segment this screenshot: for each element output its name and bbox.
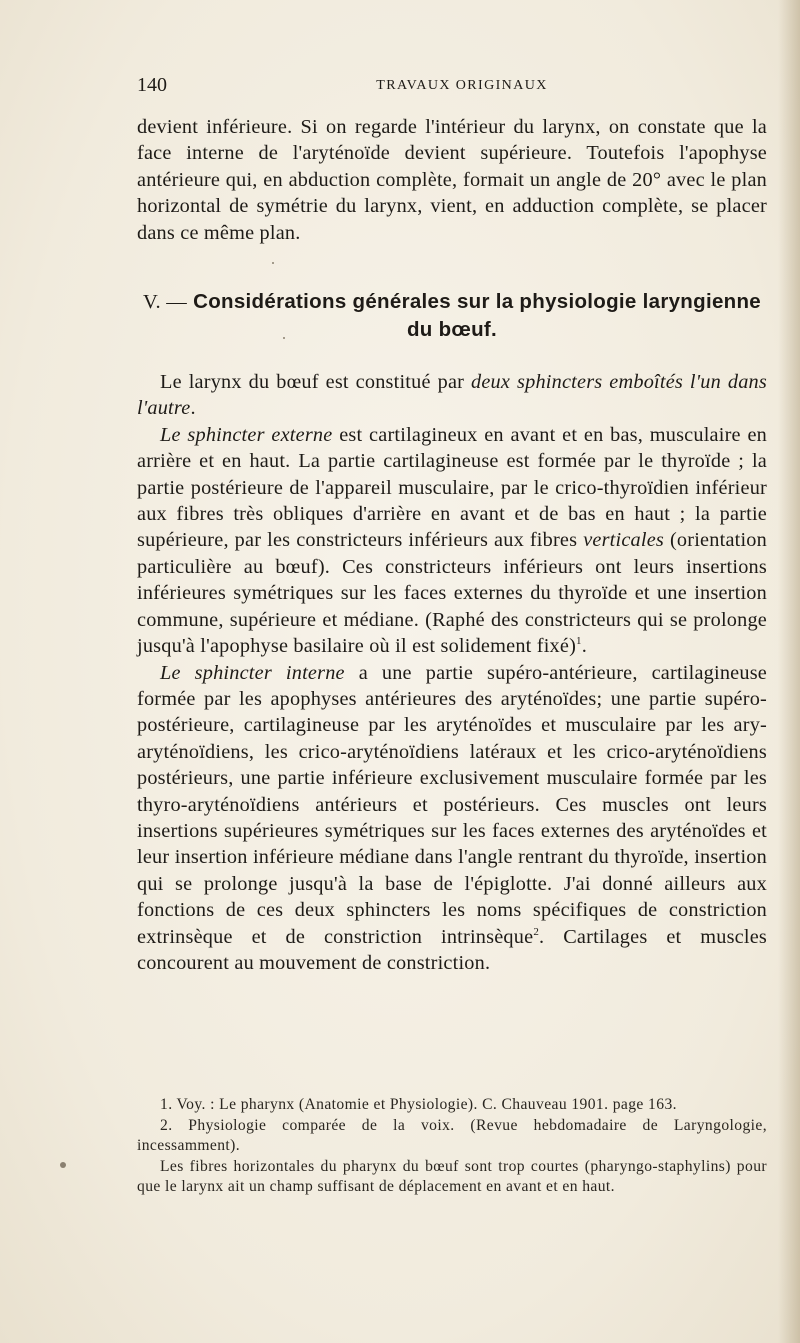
italic-emphasis: verticales — [583, 529, 665, 552]
paragraph-text: est cartilagineux en avant et en bas, musculaire en arrière et en haut. La partie cartilagineuse est formée par le thyroïde ; la partie postérieure de l'appareil musculaire, par le crico-thyroïdien inférieur aux fibres très obliques d'arrière en avant et de bas en haut ; la partie supérieure, par les constricteurs inférieurs aux fibres — [137, 423, 768, 552]
page-header — [137, 74, 767, 98]
paragraph-internal-sphincter — [137, 660, 767, 977]
page-number: 140 — [137, 74, 167, 96]
footnote-2: 2. Physiologie comparée de la voix. (Revue hebdomadaire de Laryngologie, incessamment). — [137, 1116, 767, 1154]
section-heading — [137, 288, 767, 343]
paragraph-text: a une partie supéro-antérieure, cartilagineuse formée par les apophyses antérieures des aryténoïdes; une partie supéro-postérieure, cartilagineuse par les aryténoïdes et musculaire par les ary-aryténoïdiens, les crico-aryténoïdiens latéraux et les crico-aryténoïdiens postérieurs, une partie inférieure exclusivement musculaire formée par les thyro-aryténoïdiens antérieurs et postérieurs. Ces muscles ont leurs insertions supérieures symétriques sur les faces externes des aryténoïdes et leur insertion inférieure médiane dans l'angle rentrant du thyroïde, insertion qui se prolonge jusqu'à la base de l'épiglotte. J'ai donné ailleurs aux fonctions de ces deux sphincters les noms spécifiques de constriction extrinsèque et de constriction intrinsèque — [137, 661, 768, 948]
italic-emphasis: Le sphincter externe — [160, 423, 333, 446]
paragraph-text: . — [581, 635, 588, 658]
paper-speck — [283, 337, 285, 339]
paragraph-text: Le larynx du bœuf est constitué par — [160, 371, 472, 394]
running-title: TRAVAUX ORIGINAUX — [376, 78, 548, 93]
paragraph-external-sphincter — [137, 422, 767, 660]
paragraph-text: . — [190, 397, 196, 420]
section-title: Considérations générales sur la physiologie laryngienne du bœuf. — [193, 290, 761, 342]
section-number: V. — — [142, 291, 188, 314]
footnote-reference[interactable]: 1 — [576, 635, 582, 648]
footnotes — [137, 1095, 767, 1198]
page-edge-shadow — [778, 0, 800, 1343]
paragraph-text: . Cartilages et muscles concourent au mouvement de constriction. — [137, 925, 767, 974]
paragraph-larynx-intro — [137, 369, 767, 422]
body-text — [137, 114, 767, 976]
footnote-3: Les fibres horizontales du pharynx du bœuf sont trop courtes (pharyngo-staphylins) pour que le larynx ait un champ suffisant de déplacement en avant et en haut. — [137, 1157, 767, 1195]
italic-emphasis: deux sphincters emboîtés l'un dans l'autre — [137, 371, 767, 420]
italic-emphasis: Le sphincter interne — [160, 661, 345, 684]
footnote-reference[interactable]: 2 — [533, 925, 540, 938]
paper-speck — [272, 262, 274, 264]
paragraph-continuation: devient inférieure. Si on regarde l'intérieur du larynx, on constate que la face interne de l'aryténoïde devient supérieure. Toutefois l'apophyse antérieure qui, en abduction complète, formait un angle de 20° avec le plan horizontal de symétrie du larynx, vient, en adduction complète, se placer dans ce même plan. — [137, 116, 767, 244]
footnote-1: 1. Voy. : Le pharynx (Anatomie et Physiologie). C. Chauveau 1901. page 163. — [160, 1096, 677, 1113]
paper-speck — [60, 1162, 66, 1168]
paragraph-text: (orientation particulière au bœuf). Ces constricteurs inférieurs ont leurs insertions inférieures symétriques sur les faces externes du thyroïde et une insertion commune, supérieure et médiane. (Raphé des constricteurs qui se prolonge jusqu'à l'apophyse basilaire où il est solidement fixé) — [137, 529, 767, 658]
